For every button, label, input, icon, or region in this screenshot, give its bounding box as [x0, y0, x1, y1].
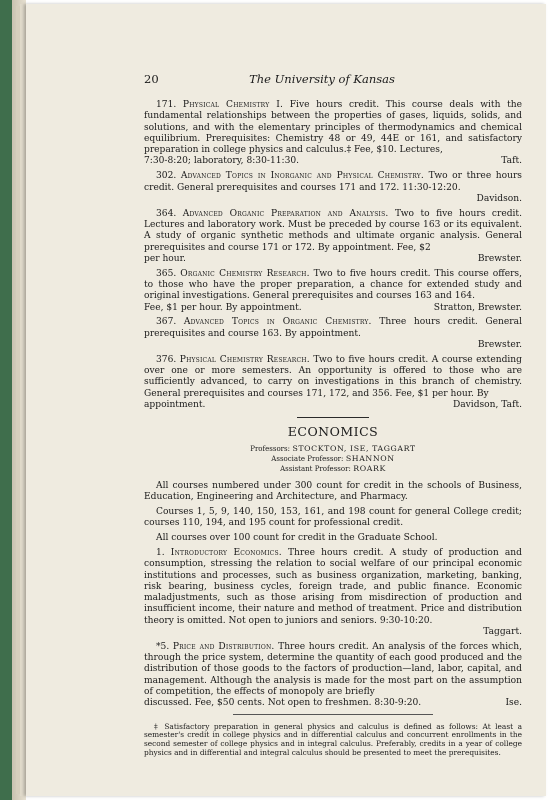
course-endline	[144, 400, 522, 411]
course-title: Physical Chemistry I.	[182, 100, 284, 110]
course-number: 1.	[156, 548, 165, 558]
course-entry	[144, 642, 522, 698]
faculty-role: Assistant Professor:	[280, 464, 351, 473]
course-number: 376.	[156, 354, 177, 365]
economics-intro	[144, 481, 522, 544]
course-endline	[144, 156, 522, 167]
catalog-page	[26, 4, 546, 796]
course-entry	[144, 171, 522, 194]
section-divider	[297, 417, 369, 418]
course-description: Five hours credit. This course deals with the fundamental relationships between the properties of gases, liquids, solids, and solutions, and with the elementary principles of thermodynamics and chemical equilibrium. Prerequisites: Chemistry 48 or 49, 44E or 161, and satisfactory preparation in college physics and calculus.‡ Fee, $10. Lectures,	[144, 100, 522, 156]
course-description: Three hours credit. An analysis of the forces which, through the price system, determine the quantity of each good produced and the distribution of those goods to the factors of production—land, labor, capital, and management. Although the analysis is made for the most part on the assumption of competition, the effects of monopoly are briefly	[144, 641, 522, 698]
course-endline	[144, 698, 522, 709]
faculty-role: Professors:	[250, 444, 290, 453]
course-description: Three hours credit. A study of production and consumption, stressing the relation to social welfare of our principal economic institutions and processes, such as business organization, marketing, banking, risk bearing, business cycles, foreign trade, and public finance. Economic maladjustments, such as those arising from misdirection of production and insufficient income, their nature and method of treatment. Price and distribution theory is omitted. Not open to juniors and seniors. 9:30-10:20.	[144, 548, 522, 626]
footnote: ‡ Satisfactory preparation in general physics and calculus is defined as follows: At least a semester's credit in college physics and in differential calculus and concurrent enrollments in the second semester of college physics and in integral calculus. Preferably, credits in a year of college physics and in differential and integral calculus should be presented to meet the prerequisites.	[144, 721, 522, 758]
intro-paragraph: All courses numbered under 300 count for credit in the schools of Business, Education, Engineering and Architecture, and Pharmacy.	[144, 480, 522, 502]
course-endline	[144, 254, 522, 265]
course-description: Two to five hours credit. Lectures and laboratory work. Must be preceded by course 163 or its equivalent. A study of organic synthetic methods and ultimate organic analysis. General prerequisites and course 171 or 172. By appointment. Fee, $2	[144, 208, 522, 253]
course-instructor: Ise.	[505, 698, 522, 709]
course-number: 364.	[156, 208, 177, 219]
faculty-names: STOCKTON, ISE, TAGGART	[292, 443, 416, 453]
faculty-row	[144, 464, 522, 474]
course-title: Advanced Topics in Organic Chemistry.	[183, 317, 372, 328]
faculty-role: Associate Professor:	[271, 454, 344, 463]
course-last-line: per hour.	[144, 253, 186, 264]
page-content	[120, 74, 524, 758]
footnote-divider	[233, 714, 433, 715]
course-endline	[144, 627, 522, 638]
faculty-row	[144, 454, 522, 464]
course-number: 171.	[156, 100, 177, 110]
course-instructor: Taft.	[501, 156, 522, 167]
course-last-line: 7:30-8:20; laboratory, 8:30-11:30.	[144, 156, 300, 167]
running-title: The University of Kansas	[249, 72, 395, 86]
page-header	[120, 74, 524, 88]
intro-paragraph: Courses 1, 5, 9, 140, 150, 153, 161, and 198 count for general College credit; courses 110, 194, and 195 count for professional credit.	[144, 506, 522, 528]
faculty-names: ROARK	[353, 463, 386, 473]
course-instructor: Taggart.	[483, 627, 522, 638]
course-title: Organic Chemistry Research.	[180, 268, 310, 279]
course-title: Introductory Economics.	[170, 548, 282, 558]
course-entry	[144, 317, 522, 340]
course-instructor: Brewster.	[477, 339, 522, 350]
course-number: *5.	[156, 641, 170, 652]
faculty-row	[144, 444, 522, 454]
course-title: Price and Distribution.	[172, 641, 275, 652]
intro-paragraph: All courses over 100 count for credit in the Graduate School.	[156, 532, 438, 543]
course-title: Advanced Topics in Inorganic and Physical Chemistry.	[180, 171, 425, 182]
course-entry	[144, 269, 522, 303]
section-title: ECONOMICS	[287, 424, 379, 440]
course-instructor: Brewster.	[477, 253, 522, 264]
course-endline	[144, 303, 522, 314]
course-entry	[144, 548, 522, 627]
course-number: 367.	[156, 317, 177, 328]
course-instructor: Stratton, Brewster.	[433, 302, 522, 313]
page-body	[120, 100, 524, 758]
course-endline	[144, 340, 522, 351]
course-description: Three hours credit. General prerequisites and course 163. By appointment.	[144, 317, 522, 339]
course-endline	[144, 194, 522, 205]
course-number: 302.	[156, 171, 177, 182]
course-entry	[144, 209, 522, 254]
economics-course-list	[144, 548, 522, 710]
chemistry-course-list	[144, 100, 522, 411]
course-description: Two to five hours credit. A course extending over one or more semesters. An opportunity is offered to those who are sufficiently advanced, to carry on investigations in this branch of chemistry. General prerequisites and courses 171, 172, and 356. Fee, $1 per hour. By	[144, 354, 522, 399]
course-number: 365.	[156, 268, 177, 279]
course-instructor: Davidson, Taft.	[452, 399, 522, 410]
course-title: Physical Chemistry Research.	[179, 354, 310, 365]
course-last-line: Fee, $1 per hour. By appointment.	[144, 302, 302, 313]
course-entry	[144, 355, 522, 400]
course-title: Advanced Organic Preparation and Analysis.	[182, 208, 389, 219]
faculty-names: SHANNON	[345, 453, 395, 463]
course-description: Two or three hours credit. General prerequisites and courses 171 and 172. 11:30-12:20.	[144, 171, 522, 193]
course-last-line: discussed. Fee, $50 cents. Not open to freshmen. 8:30-9:20.	[144, 698, 422, 709]
course-entry	[144, 100, 522, 156]
course-instructor: Davidson.	[476, 193, 522, 204]
book-binding	[0, 0, 12, 800]
faculty-list	[144, 444, 522, 474]
course-last-line: appointment.	[144, 399, 206, 410]
course-description: Two to five hours credit. This course offers, to those who have the proper preparation, a chance for extended study and original investigations. General prerequisites and courses 163 and 164.	[144, 268, 522, 302]
page-number: 20	[144, 72, 159, 86]
